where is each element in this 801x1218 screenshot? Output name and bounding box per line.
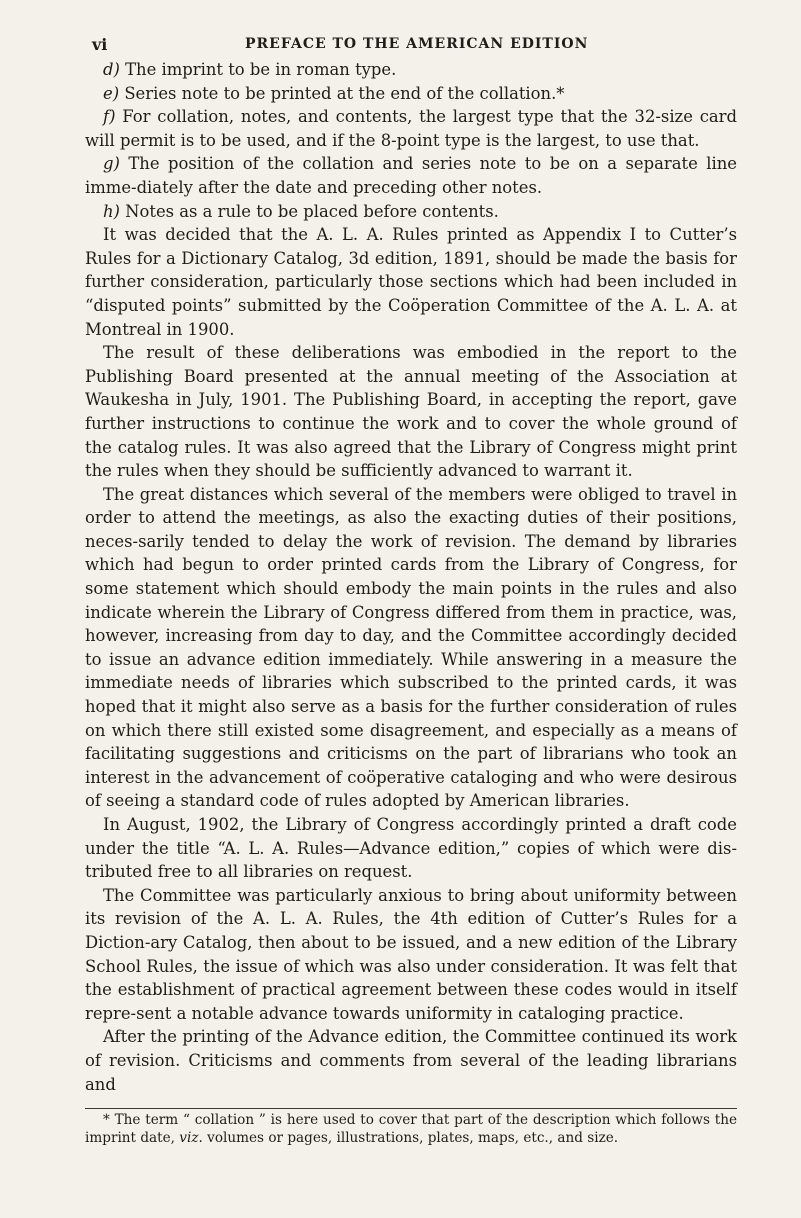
running-head: PREFACE TO THE AMERICAN EDITION (245, 36, 589, 52)
item-text: The position of the collation and series note to be on a separate line imme-diately after the date and preceding other notes. (85, 154, 737, 197)
item-letter: e) (103, 83, 120, 103)
body-text (85, 58, 737, 1096)
list-item-e (85, 82, 737, 106)
footnote-text-end: volumes or pages, illustrations, plates, maps, etc., and size. (207, 1130, 619, 1147)
paragraph: The Committee was particularly anxious to bring about uniformity between its revision of the A. L. A. Rules, the 4th edition of Cutter’s Rules for a Diction-ary Catalog, then about to be issued, and a new edition of the Library School Rules, the issue of which was also under consideration. It was felt that the establishment of practical agreement between these codes would in itself repre-sent a notable advance towards uniformity in cataloging practice. (85, 885, 737, 1023)
list-item-h (85, 200, 737, 224)
item-letter: d) (103, 60, 120, 79)
item-letter: f) (103, 107, 116, 127)
item-letter: g) (103, 154, 120, 174)
paragraph: It was decided that the A. L. A. Rules printed as Appendix I to Cutter’s Rules for a Dictionary Catalog, 3d edition, 1891, should be made the basis for further consideration, particularly those sections which had been included in “disputed points” submitted by the Coöperation Committee of the A. L. A. at Montreal in 1900. (85, 225, 737, 339)
list-item-g (85, 152, 737, 199)
footnote (85, 1111, 737, 1147)
footnote-divider (85, 1108, 737, 1109)
list-item-f (85, 105, 737, 152)
paragraph: The result of these deliberations was embodied in the report to the Publishing Board presented at the annual meeting of the Association at Waukesha in July, 1901. The Publishing Board, in accepting the report, gave further instructions to continue the work and to cover the whole ground of the catalog rules. It was also agreed that the Library of Congress might print the rules when they should be sufficiently advanced to warrant it. (85, 343, 737, 481)
item-text: Series note to be printed at the end of the collation.* (124, 83, 565, 103)
item-text: The imprint to be in roman type. (125, 60, 397, 79)
footnote-text-start: * The term “ collation ” is here used to cover that part of the description which follows the imprint date, (85, 1112, 737, 1147)
item-text: For collation, notes, and contents, the largest type that the 32-size card will permit is to be used, and if the 8-point type is the largest, to use that. (85, 107, 737, 150)
paragraph: In August, 1902, the Library of Congress accordingly printed a draft code under the title “A. L. A. Rules—Advance edition,” copies of which were dis-tributed free to all libraries on request. (85, 815, 737, 882)
paragraph: The great distances which several of the members were obliged to travel in order to attend the meetings, as also the exacting duties of their positions, neces-sarily tended to delay the work of revision. The demand by libraries which had begun to order printed cards from the Library of Congress, for some statement which should embody the main points in the rules and also indicate wherein the Library of Congress differed from them in practice, was, however, increasing from day to day, and the Committee accordingly decided to issue an advance edition immediately. While answering in a measure the immediate needs of libraries which subscribed to the printed cards, it was hoped that it might also serve as a basis for the further consideration of rules on which there still existed some disagreement, and especially as a means of facilitating suggestions and criticisms on the part of librarians who took an interest in the advancement of coöperative cataloging and who were desirous of seeing a standard code of rules adopted by American libraries. (85, 484, 737, 811)
item-letter: h) (103, 201, 120, 221)
page-number: vi (92, 35, 108, 54)
footnote-viz: viz. (179, 1130, 203, 1147)
item-text: Notes as a rule to be placed before contents. (125, 201, 499, 221)
list-item-d (85, 58, 737, 82)
page-header (85, 28, 737, 58)
paragraph: After the printing of the Advance edition, the Committee continued its work of revision. Criticisms and comments from several of the leading librarians and (85, 1027, 737, 1094)
